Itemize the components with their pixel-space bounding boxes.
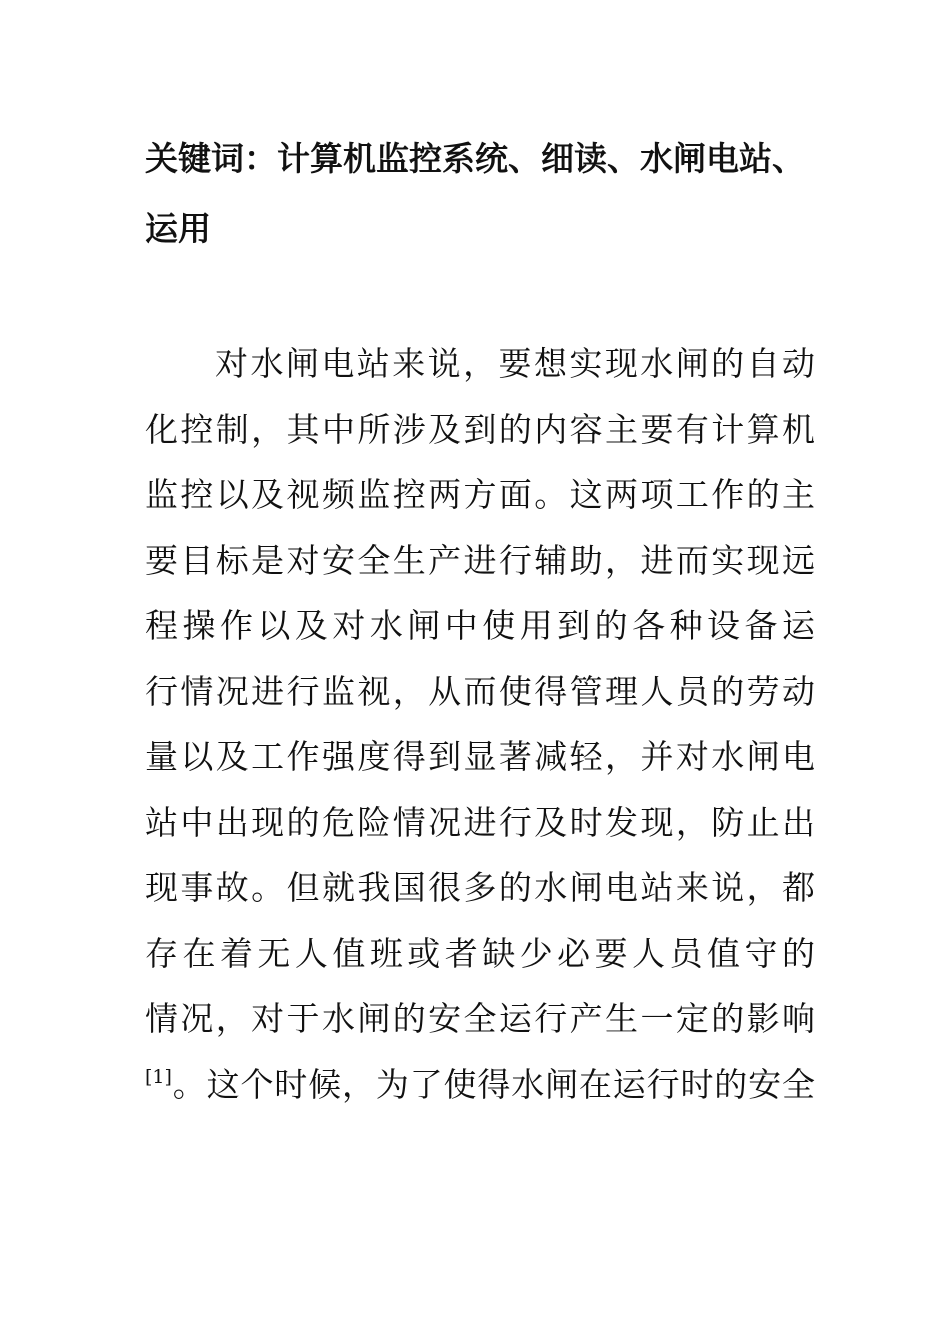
body-paragraph: [145, 331, 815, 1117]
paragraph-line: 现事故。但就我国很多的水闸电站来说，都: [145, 868, 815, 907]
citation-marker: [1]: [145, 1065, 172, 1088]
paragraph-line: 程操作以及对水闸中使用到的各种设备运: [145, 606, 815, 645]
paragraph-line: 对水闸电站来说，要想实现水闸的自动: [215, 344, 815, 383]
keywords-line-1: 关键词：计算机监控系统、细读、水闸电站、: [145, 139, 805, 178]
keywords-heading: [145, 124, 815, 264]
paragraph-line: 量以及工作强度得到显著减轻，并对水闸电: [145, 737, 815, 776]
paragraph-line: 情况，对于水闸的安全运行产生一定的影响: [145, 999, 815, 1038]
paragraph-line: 站中出现的危险情况进行及时发现，防止出: [145, 802, 815, 842]
paragraph-last-line-text: 。这个时候，为了使得水闸在运行时的安全: [171, 1064, 815, 1104]
paragraph-line: 要目标是对安全生产进行辅助，进而实现远: [145, 540, 815, 580]
paragraph-line: 行情况进行监视，从而使得管理人员的劳动: [145, 671, 815, 711]
keywords-line-2: 运用: [145, 209, 211, 248]
paragraph-line: 化控制，其中所涉及到的内容主要有计算机: [145, 409, 815, 449]
paragraph-line: 监控以及视频监控两方面。这两项工作的主: [145, 475, 815, 514]
paragraph-last-line: [145, 1052, 815, 1118]
paragraph-line: 存在着无人值班或者缺少必要人员值守的: [145, 933, 815, 973]
